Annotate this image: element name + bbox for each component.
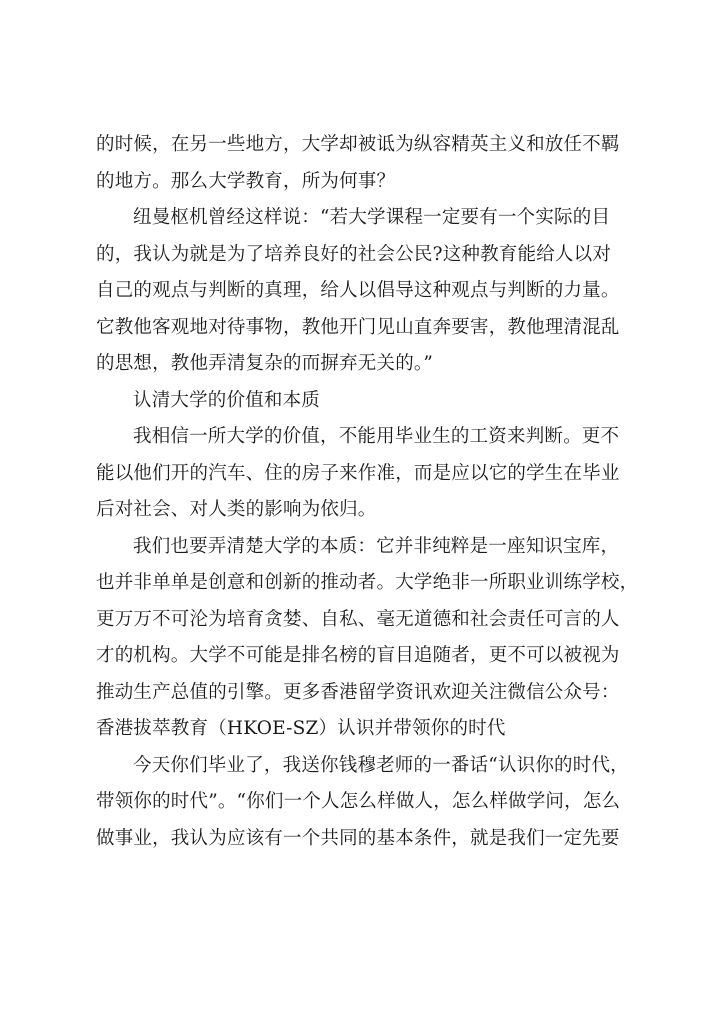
paragraph-start-line: 今天你们毕业了，我送你钱穆老师的一番话“认识你的时代，	[133, 754, 629, 776]
text-line: 香港拔萃教育（HKOE-SZ）认识并带领你的时代	[96, 718, 506, 739]
paragraph-start-line: 我们也要弄清楚大学的本质：它并非纯粹是一座知识宝库，	[133, 535, 620, 557]
paragraph-start-line: 我相信一所大学的价值，不能用毕业生的工资来判断。更不	[133, 426, 620, 447]
section-heading: 认清大学的价值和本质	[133, 389, 321, 411]
text-line: 的，我认为就是为了培养良好的社会公民?这种教育能给人以对	[96, 243, 612, 265]
paragraph-start-line: 纽曼枢机曾经这样说：“若大学课程一定要有一个实际的目	[133, 207, 611, 228]
text-line: 能以他们开的汽车、住的房子来作准，而是应以它的学生在毕业	[96, 462, 620, 484]
text-line: 更万万不可沦为培育贪婪、自私、毫无道德和社会责任可言的人	[96, 608, 620, 630]
text-line: 也并非单单是创意和创新的推动者。大学绝非一所职业训练学校，	[96, 572, 639, 593]
text-line: 带领你的时代”。“你们一个人怎么样做人，怎么样做学问，怎么	[96, 791, 621, 812]
document-body	[96, 127, 639, 857]
text-line: 的地方。那么大学教育，所为何事？	[96, 170, 396, 192]
text-line: 的时候，在另一些地方，大学却被诋为纵容精英主义和放任不羁	[96, 134, 620, 155]
text-line: 自己的观点与判断的真理，给人以倡导这种观点与判断的力量。	[96, 280, 620, 301]
text-line: 推动生产总值的引擎。更多香港留学资讯欢迎关注微信公众号：	[96, 681, 620, 703]
text-line: 的思想，教他弄清复杂的而摒弃无关的。”	[96, 353, 434, 374]
text-line: 后对社会、对人类的影响为依归。	[96, 499, 377, 520]
text-line: 才的机构。大学不可能是排名榜的盲目追随者，更不可以被视为	[96, 645, 620, 666]
text-line: 它教他客观地对待事物，教他开门见山直奔要害，教他理清混乱	[96, 316, 620, 338]
text-line: 做事业，我认为应该有一个共同的基本条件，就是我们一定先要	[96, 827, 620, 849]
